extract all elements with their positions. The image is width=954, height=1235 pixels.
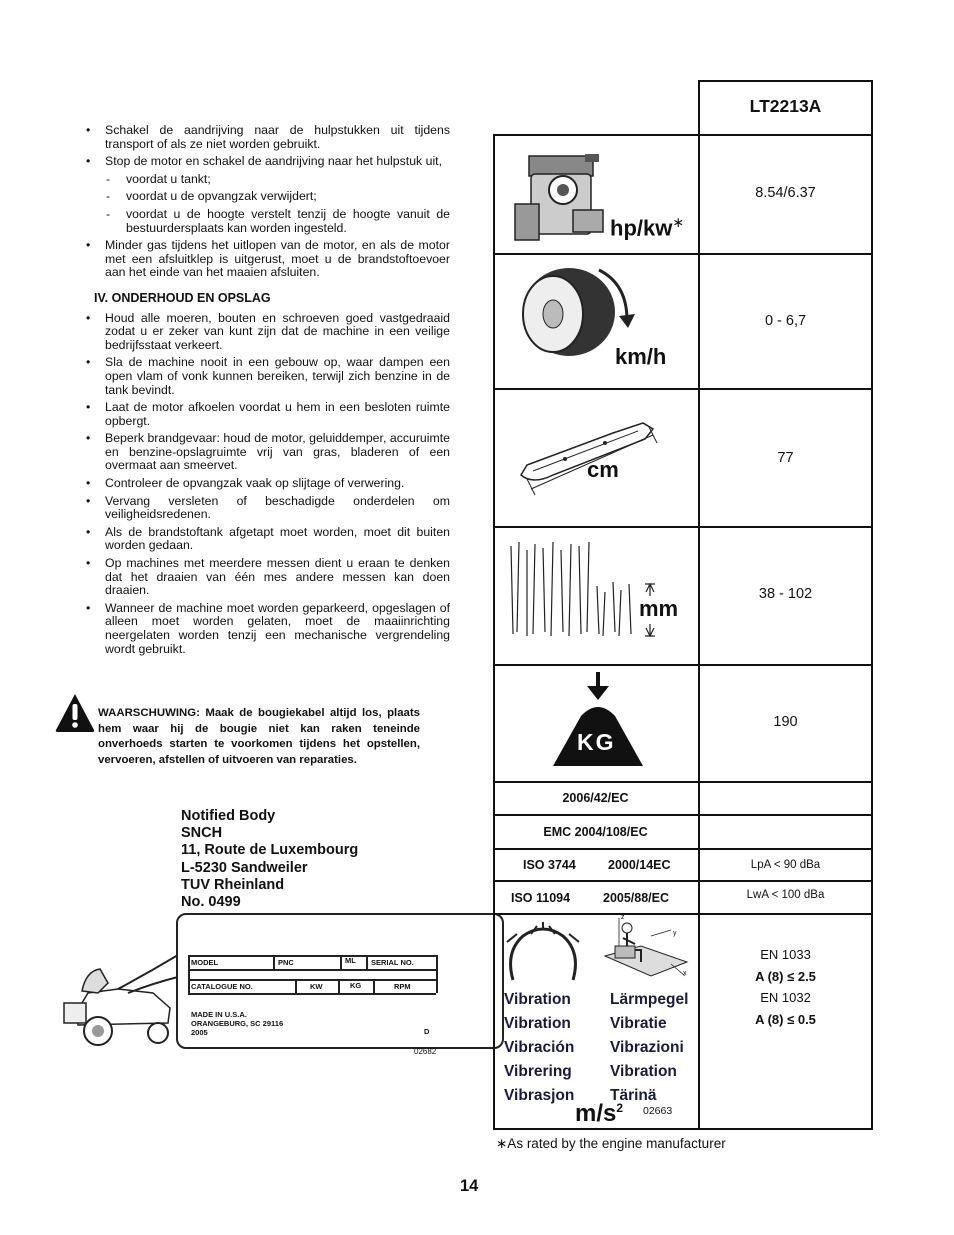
blade-icon (513, 405, 663, 505)
axis-z: z (621, 914, 625, 921)
plate-year: 2005 (191, 1028, 208, 1037)
directive-row: EMC 2004/108/EC (543, 825, 648, 839)
list-item: • Minder gas tijdens het uitlopen van de motor, en als de motor met een afsluitklep is uitgerust, moet u de brandstoftoevoer aan het einde van het maaien afsluiten. (84, 239, 450, 280)
height-value: 38 - 102 (758, 586, 813, 602)
plate-made-in: MADE IN U.S.A. (191, 1010, 247, 1019)
power-value: 8.54/6.37 (755, 185, 816, 201)
vibration-unit: $m/s^2$ (575, 1100, 624, 1127)
serial-plate-figure (58, 913, 448, 1063)
list-item: • Als de brandstoftank afgetapt moet worden, moet dit buiten worden gedaan. (84, 526, 450, 553)
a8-value-2: A (8) ≤ 0.5 (755, 1012, 816, 1027)
list-item: • Beperk brandgevaar: houd de motor, geluiddemper, accuruimte en benzine-opslagruimte vrij van gras, bladeren of een overmaat aan smeervet. (84, 432, 450, 473)
vibration-labels-left: Vibration Vibration Vibración Vibrering Vibrasjon (504, 991, 575, 1104)
list-item: • Sla de machine nooit in een gebouw op, waar dampen een open vlam of vonk kunnen bereiken, terwijl zich benzine in de tank bevindt. (84, 356, 450, 397)
page-number: 14 (460, 1177, 479, 1195)
speed-value: 0 - 6,7 (764, 313, 807, 329)
list-item: • Wanneer de machine moet worden geparkeerd, opgeslagen of alleen moet worden gelaten, moet de maaiinrichting neergelaten worden tenzij een mechanische vergrendeling wordt gebruikt. (84, 602, 450, 656)
list-item: • Controleer de opvangzak vaak op slijtage of verwering. (84, 477, 450, 491)
list-item: • Op machines met meerdere messen dient u eraan te denken dat het draaien van één mes andere messen kan doen draaien. (84, 557, 450, 598)
plate-serial: SERIAL NO. (371, 958, 414, 967)
speed-unit: km/h (615, 344, 667, 369)
notified-body (181, 808, 358, 911)
vibration-figure-id: 02663 (643, 1105, 673, 1117)
notified-line: 11, Route de Luxembourg (181, 842, 359, 859)
tractor-icon (58, 953, 178, 1053)
plate-pnc: PNC (278, 958, 294, 967)
plate-catalogue: CATALOGUE NO. (191, 982, 253, 991)
vibration-labels-right: Lärmpegel Vibratie Vibrazioni Vibration Tärinä (610, 991, 689, 1104)
en-1032: EN 1032 (760, 990, 811, 1005)
plate-ml: ML (345, 956, 356, 965)
plate-kw: KW (310, 982, 323, 991)
plate-d: D (424, 1027, 430, 1036)
serial-plate (176, 913, 504, 1049)
plate-city: ORANGEBURG, SC 29116 (191, 1019, 284, 1028)
steering-wheel-icon (503, 922, 583, 988)
grass-icon (505, 536, 685, 646)
list-item: • Vervang versleten of beschadigde onderdelen om veiligheidsredenen. (84, 495, 450, 522)
a8-value-1: A (8) ≤ 2.5 (755, 969, 816, 984)
warning-text: WAARSCHUWING: Maak de bougiekabel altijd los, plaats hem waar hij de bougie niet kan raken teneinde onverhoeds starten te voorkomen tijdens het opstellen, vervoeren, afstellen of uitvoeren van reparaties. (98, 707, 420, 766)
cut-value: 77 (777, 450, 794, 466)
engine-icon (509, 144, 619, 252)
notified-line: L-5230 Sandweiler (181, 859, 308, 876)
plate-rpm: RPM (394, 982, 411, 991)
list-item: • Houd alle moeren, bouten en schroeven goed vastgedraaid zodat u er zeker van kunt zijn dat de machine in een veilige bedrijfsstaat verkeert. (84, 312, 450, 353)
axis-x: x (683, 970, 687, 977)
iso-3744: ISO 3744 (523, 858, 576, 872)
model-header: LT2213A (749, 96, 822, 116)
dir-2000: 2000/14EC (608, 858, 671, 872)
height-unit: mm (639, 596, 679, 621)
list-item: • Stop de motor en schakel de aandrijving naar het hulpstuk uit, (84, 155, 450, 169)
warning-triangle-icon (54, 692, 96, 734)
list-item: - voordat u de opvangzak verwijdert; (84, 190, 450, 204)
weight-badge: KG (577, 729, 616, 755)
bullet-list-section (84, 312, 450, 657)
lpa-value: LpA < 90 dBa (750, 859, 821, 871)
bullet-list-top (84, 124, 450, 280)
instructions-column (84, 124, 450, 660)
plate-model: MODEL (191, 958, 219, 967)
plate-kg: KG (350, 981, 362, 990)
seated-operator-icon (601, 916, 691, 984)
cut-unit: cm (587, 457, 619, 482)
notified-line: Notified Body (181, 808, 276, 824)
spec-table (493, 80, 873, 1130)
list-item: - voordat u tankt; (84, 173, 450, 187)
lwa-value: LwA < 100 dBa (746, 889, 825, 901)
figure-id: 02682 (414, 1047, 437, 1056)
notified-line: SNCH (181, 825, 223, 842)
list-item: - voordat u de hoogte verstelt tenzij de hoogte vanuit de bestuurdersplaats kan worden ingesteld. (84, 208, 450, 235)
footnote: ∗As rated by the engine manufacturer (496, 1136, 726, 1151)
iso-11094: ISO 11094 (511, 891, 571, 905)
weight-value: 190 (773, 714, 798, 730)
section-heading: IV. ONDERHOUD EN OPSLAG (94, 290, 271, 305)
list-item: • Laat de motor afkoelen voordat u hem in een besloten ruimte opbergt. (84, 401, 450, 428)
list-item: • Schakel de aandrijving naar de hulpstukken uit tijdens transport of als ze niet worden gebruikt. (84, 124, 450, 151)
en-1033: EN 1033 (760, 947, 811, 962)
dir-2005: 2005/88/EC (603, 891, 670, 905)
notified-line: No. 0499 (181, 894, 241, 911)
directive-row: 2006/42/EC (562, 791, 629, 805)
power-unit: hp/kw∗ (610, 214, 685, 241)
axis-y: y (673, 930, 677, 937)
notified-line: TUV Rheinland (181, 876, 285, 893)
